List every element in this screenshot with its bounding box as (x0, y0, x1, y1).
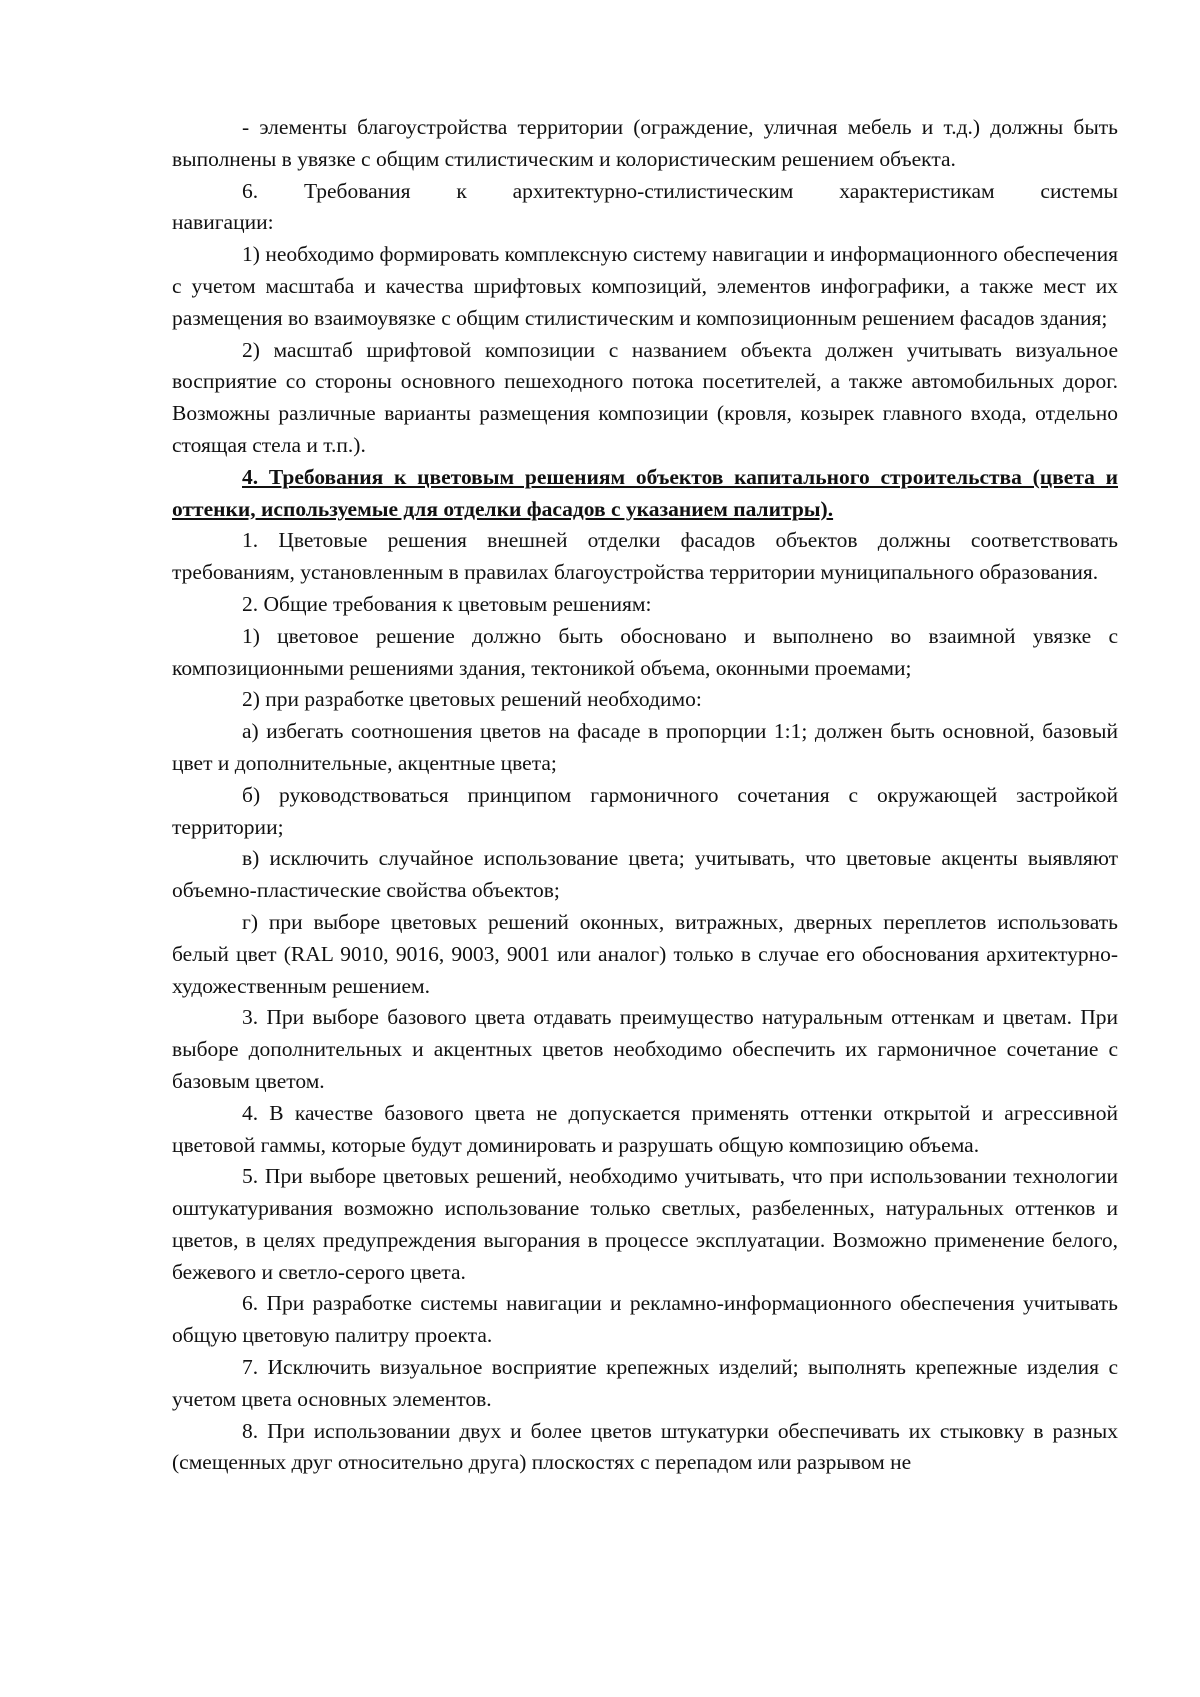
paragraph-color-6: 6. При разработке системы навигации и рекламно-информационного обеспечения учитывать общую цветовую палитру проекта. (172, 1291, 1118, 1348)
paragraph-color-1: 1. Цветовые решения внешней отделки фасадов объектов должны соответствовать требованиям, установленным в правилах благоустройства территории муниципального образования. (172, 528, 1118, 585)
paragraph-color-2-item-b: б) руководствоваться принципом гармоничного сочетания с окружающей застройкой территории; (172, 782, 1118, 839)
document-page (172, 112, 1118, 1479)
paragraph-color-7: 7. Исключить визуальное восприятие крепежных изделий; выполнять крепежные изделия с учетом цвета основных элементов. (172, 1355, 1118, 1411)
paragraph-color-3: 3. При выборе базового цвета отдавать преимущество натуральным оттенкам и цветам. При выборе дополнительных и акцентных цветов необходимо обеспечить их гармоничное сочетание с базовым цветом. (172, 1005, 1118, 1093)
paragraph-color-2-item-a: а) избегать соотношения цветов на фасаде в пропорции 1:1; должен быть основной, базовый цвет и дополнительные, акцентные цвета; (172, 719, 1118, 775)
paragraph-color-4: 4. В качестве базового цвета не допускается применять оттенки открытой и агрессивной цветовой гаммы, которые будут доминировать и разрушать общую композицию объема. (172, 1100, 1118, 1157)
paragraph-color-2: 2. Общие требования к цветовым решениям: (242, 591, 652, 616)
paragraph-color-2-item-g: г) при выборе цветовых решений оконных, витражных, дверных переплетов использовать белый цвет (RAL 9010, 9016, 9003, 9001 или аналог) только в случае его обоснования архитектурно-художественным решением. (172, 909, 1118, 998)
paragraph-color-5: 5. При выборе цветовых решений, необходимо учитывать, что при использовании технологии оштукатуривания возможно использование только светлых, разбеленных, натуральных оттенков и цветов, в целях предупреждения выгорания в процессе эксплуатации. Возможно применение белого, бежевого и светло-серого цвета. (172, 1164, 1118, 1284)
paragraph-color-2-item-v: в) исключить случайное использование цвета; учитывать, что цветовые акценты выявляют объемно-пластические свойства объектов; (172, 846, 1118, 903)
paragraph-color-8: 8. При использовании двух и более цветов штукатурки обеспечивать их стыковку в разных (смещенных друг относительно друга) плоскостях с перепадом или разрывом не (172, 1418, 1118, 1475)
paragraph-color-2-item-1: 1) цветовое решение должно быть обосновано и выполнено во взаимной увязке с композиционными решениями здания, тектоникой объема, оконными проемами; (172, 623, 1118, 680)
paragraph-navigation-item-1: 1) необходимо формировать комплексную систему навигации и информационного обеспечения с учетом масштаба и качества шрифтовых композиций, элементов инфографики, а также мест их размещения во взаимоувязке с общим стилистическим и композиционным решением фасадов здания; (172, 242, 1118, 330)
paragraph-landscaping-elements: - элементы благоустройства территории (ограждение, уличная мебель и т.д.) должны быть выполнены в увязке с общим стилистическим и колористическим решением объекта. (172, 115, 1118, 171)
paragraph-navigation-item-2: 2) масштаб шрифтовой композиции с названием объекта должен учитывать визуальное восприятие со стороны основного пешеходного потока посетителей, а также автомобильных дорог. Возможны различные варианты размещения композиции (кровля, козырек главного входа, отдельно стоящая стела и т.п.). (172, 337, 1118, 457)
section-heading-color-requirements: 4. Требования к цветовым решениям объектов капитального строительства (цвета и оттенки, используемые для отделки фасадов с указанием палитры). (172, 464, 1118, 521)
paragraph-color-2-item-2: 2) при разработке цветовых решений необходимо: (242, 687, 702, 712)
paragraph-navigation-requirements: 6. Требования к архитектурно-стилистическим характеристикам системы навигации: (172, 178, 1118, 235)
